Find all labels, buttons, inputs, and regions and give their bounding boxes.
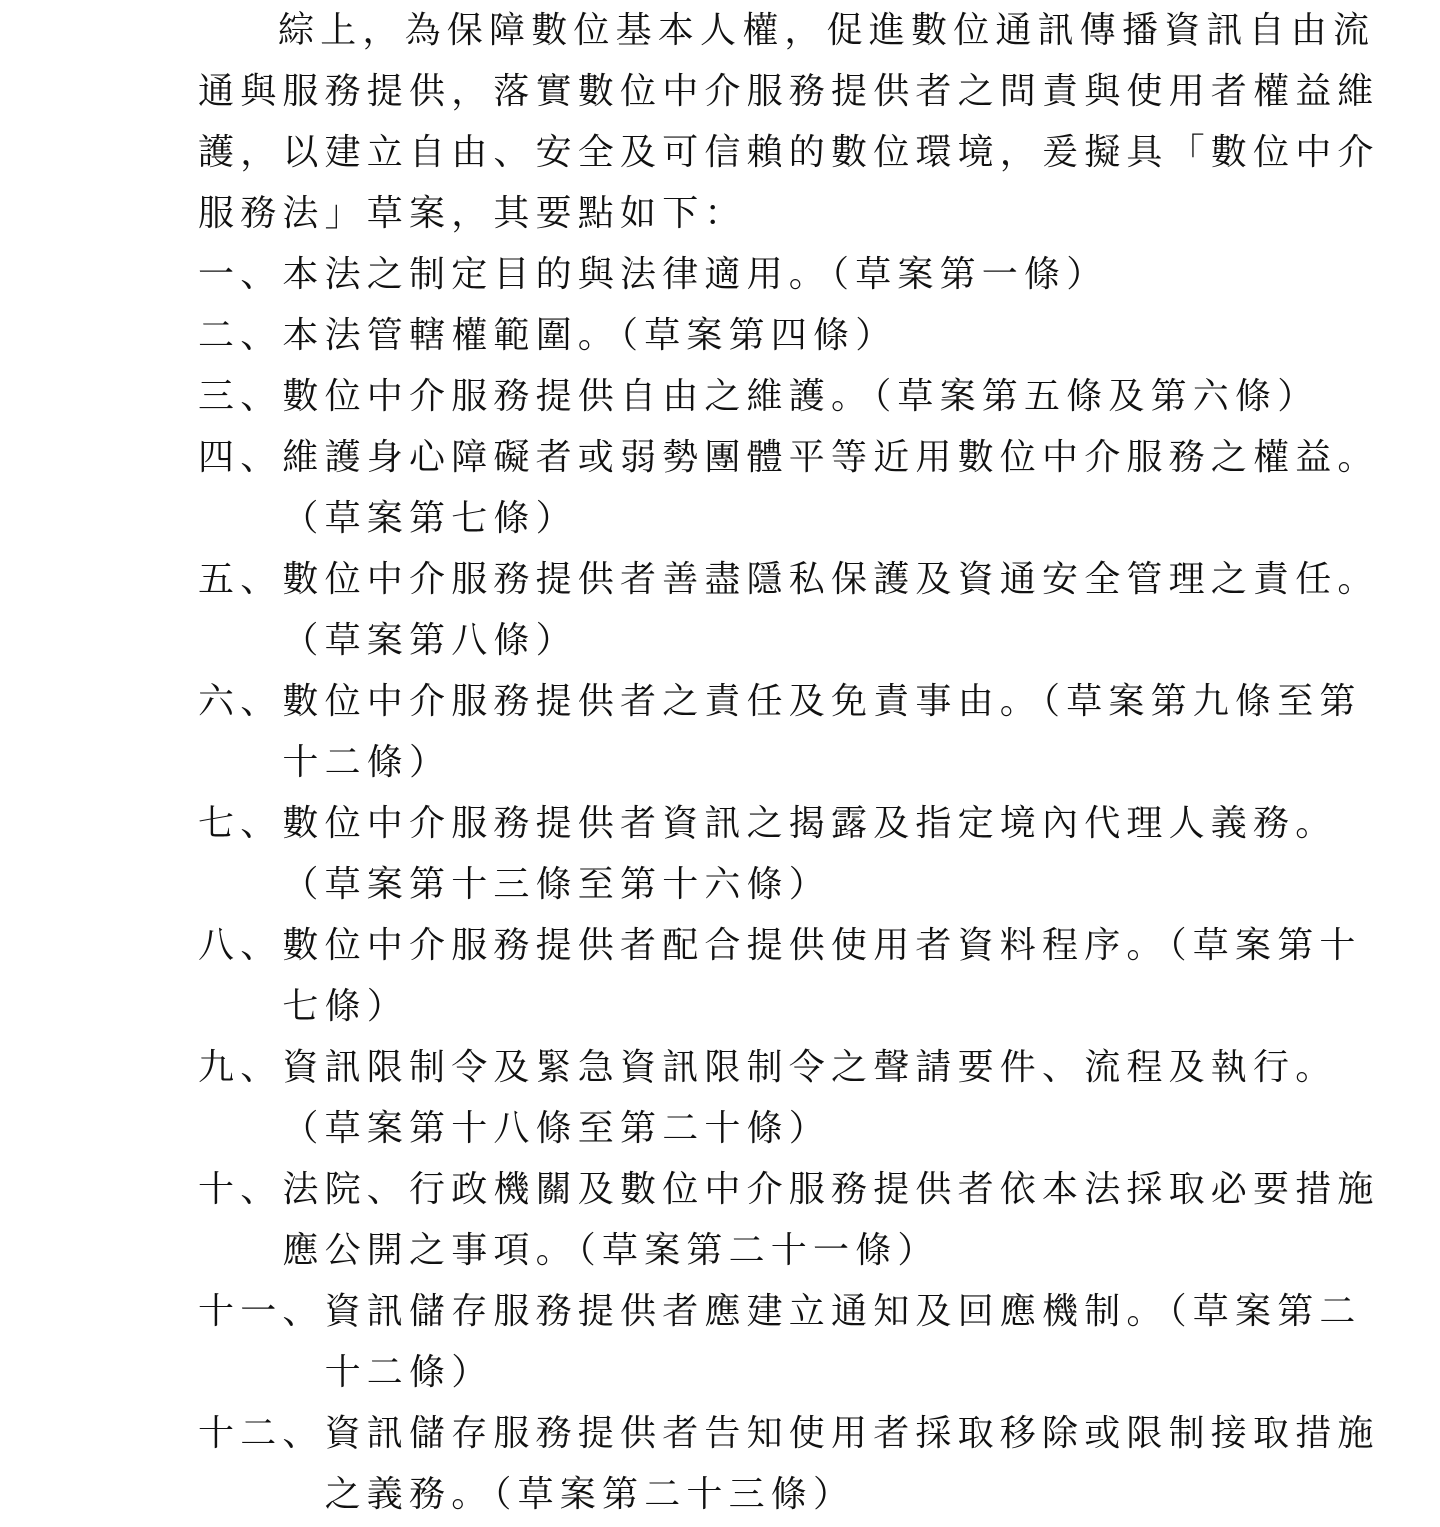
item-number: 九、 [198,1047,283,1088]
document-body [198,0,1388,1525]
list-item [198,1281,1388,1403]
item-text: 本法管轄權範圍。（草案第四條） [282,315,898,356]
item-number: 六、 [198,681,283,722]
item-text: 數位中介服務提供者善盡隱私保護及資通安全管理之責任。（草案第八條） [282,559,1380,661]
list-item [198,244,1388,305]
list-item [198,305,1388,366]
item-number: 八、 [198,925,283,966]
list-item [198,1403,1388,1525]
item-text: 法院、行政機關及數位中介服務提供者依本法採取必要措施應公開之事項。（草案第二十一條） [282,1169,1380,1271]
list-item [198,1037,1388,1159]
item-text: 數位中介服務提供自由之維護。（草案第五條及第六條） [282,376,1320,417]
item-text: 數位中介服務提供者之責任及免責事由。（草案第九條至第十二條） [282,681,1362,783]
item-text: 資訊儲存服務提供者告知使用者採取移除或限制接取措施之義務。（草案第二十三條） [324,1413,1380,1515]
item-text: 數位中介服務提供者配合提供使用者資料程序。（草案第十七條） [282,925,1362,1027]
item-number: 五、 [198,559,283,600]
item-number: 二、 [198,315,283,356]
item-text: 維護身心障礙者或弱勢團體平等近用數位中介服務之權益。（草案第七條） [282,437,1380,539]
item-number: 三、 [198,376,283,417]
item-number: 一、 [198,254,283,295]
item-number: 十、 [198,1169,283,1210]
item-text: 資訊儲存服務提供者應建立通知及回應機制。（草案第二十二條） [324,1291,1362,1393]
list-item [198,915,1388,1037]
item-number: 十二、 [198,1413,325,1454]
list-item [198,793,1388,915]
list-item [198,1159,1388,1281]
item-text: 數位中介服務提供者資訊之揭露及指定境內代理人義務。（草案第十三條至第十六條） [282,803,1338,905]
list-item [198,427,1388,549]
item-number: 十一、 [198,1291,325,1332]
item-number: 七、 [198,803,283,844]
list-item [198,671,1388,793]
item-text: 資訊限制令及緊急資訊限制令之聲請要件、流程及執行。（草案第十八條至第二十條） [282,1047,1338,1149]
list-item [198,549,1388,671]
item-text: 本法之制定目的與法律適用。（草案第一條） [282,254,1109,295]
item-number: 四、 [198,437,283,478]
list-item [198,366,1388,427]
intro-paragraph: 綜上，為保障數位基本人權，促進數位通訊傳播資訊自由流通與服務提供，落實數位中介服務提供者之問責與使用者權益維護，以建立自由、安全及可信賴的數位環境，爰擬具「數位中介服務法」草案，其要點如下： [198,10,1380,234]
